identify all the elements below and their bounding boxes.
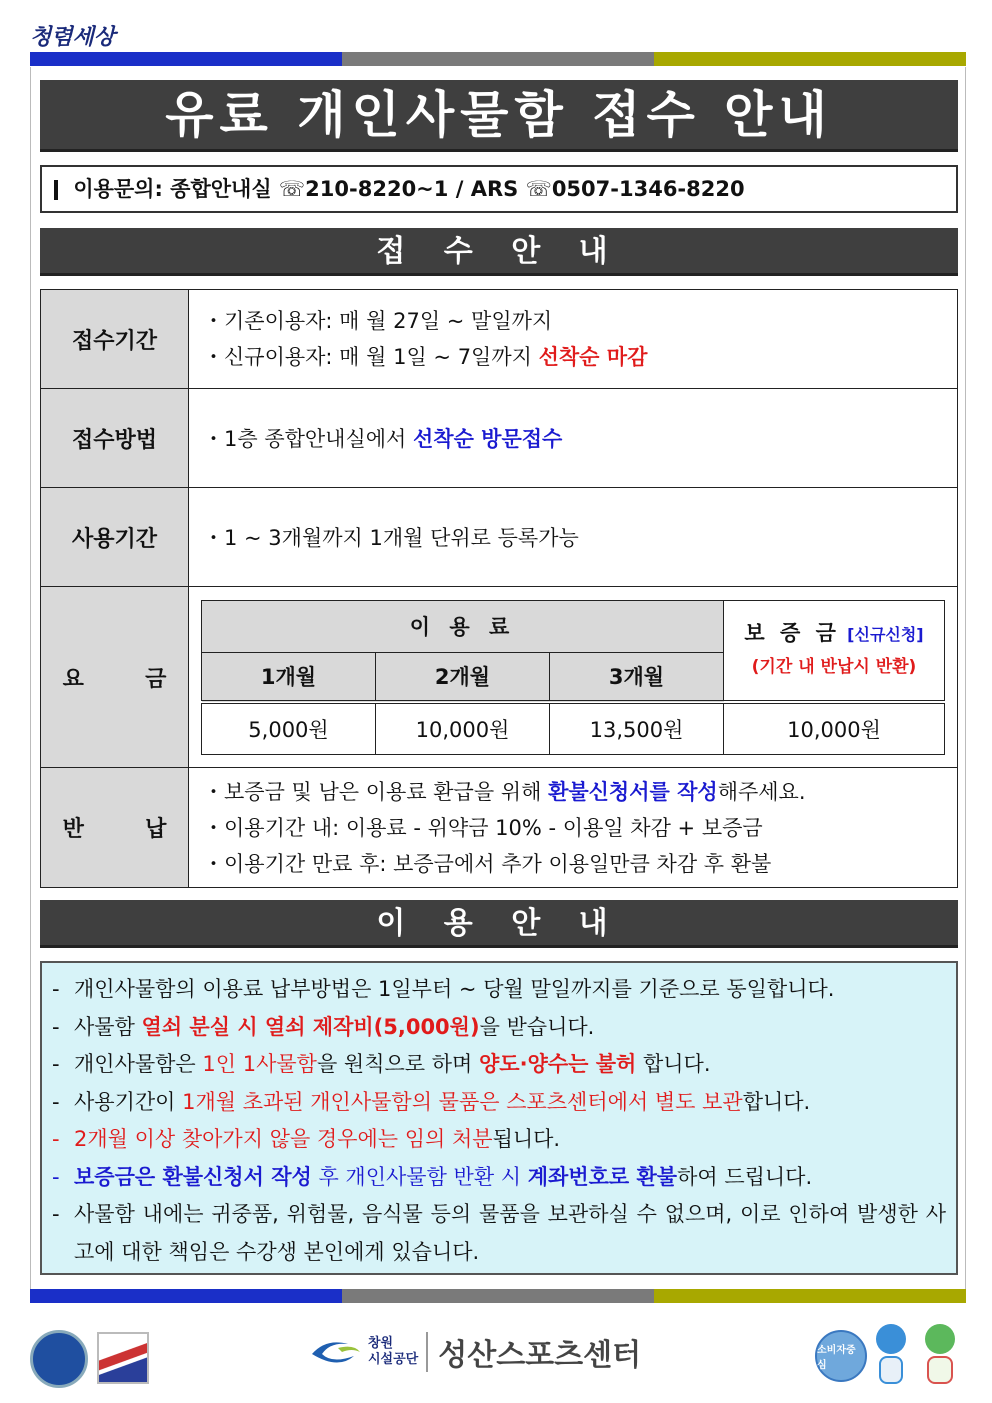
label-return: 반 납 (41, 768, 189, 888)
page-title: 유료 개인사물함 접수 안내 (40, 80, 958, 152)
ccm-seal-icon: 소비자중심 (815, 1330, 867, 1382)
mascot-blue-icon (873, 1324, 909, 1386)
row-fee (41, 587, 958, 768)
row-method (41, 389, 958, 488)
mascot-green-icon (920, 1324, 960, 1386)
row-return (41, 768, 958, 888)
label-usage-period: 사용기간 (41, 488, 189, 587)
label-fee: 요 금 (41, 587, 189, 768)
contact-box (40, 165, 958, 213)
contact-phone2: ☏0507-1346-8220 (525, 177, 745, 201)
contact-sep: / (455, 177, 464, 201)
contact-place: 종합안내실 (170, 177, 272, 201)
org-small-2: 시설공단 (368, 1352, 419, 1367)
center-name: 성산스포츠센터 (438, 1338, 642, 1373)
certification-mark-icon (97, 1332, 149, 1384)
center-logo (308, 1330, 641, 1374)
return-line-3: ・이용기간 만료 후: 보증금에서 추가 이용일만큼 차감 후 환불 (203, 851, 772, 876)
org-small-1: 창원 (368, 1336, 394, 1351)
period-existing: ・기존이용자: 매 월 27일 ~ 말일까지 (203, 309, 553, 333)
section-title-reception: 접 수 안 내 (40, 228, 958, 276)
usage-item-1: - 개인사물함의 이용료 납부방법은 1일부터 ~ 당월 말일까지를 기준으로 동일합니다. (52, 977, 835, 1001)
row-period (41, 290, 958, 389)
usage-item-3: - 개인사물함은 1인 1사물함을 원칙으로 하며 양도·양수는 불허 합니다. (52, 1052, 711, 1076)
fee-header: 이 용 료 (202, 600, 724, 652)
month-2: 2개월 (376, 652, 550, 702)
footer (0, 1318, 992, 1398)
human-rights-seal-icon (30, 1330, 88, 1388)
usage-item-7: - 사물함 내에는 귀중품, 위험물, 음식물 등의 물품을 보관하실 수 없으며, 이로 인하여 발생한 사고에 대한 책임은 수강생 본인에게 있습니다. (52, 1202, 946, 1264)
usage-box (40, 961, 958, 1275)
info-table (40, 289, 958, 888)
usage-period-text: ・1 ~ 3개월까지 1개월 단위로 등록가능 (189, 488, 958, 587)
row-usage-period (41, 488, 958, 587)
contact-ars: ARS (470, 177, 519, 201)
section-title-usage: 이 용 안 내 (40, 900, 958, 948)
top-logo: 청렴세상 (30, 24, 116, 50)
fee-table (201, 600, 945, 755)
bottom-stripe (30, 1289, 966, 1303)
usage-item-6: - 보증금은 환불신청서 작성 후 개인사물함 반환 시 계좌번호로 환불하여 드립니다. (52, 1164, 813, 1189)
usage-item-5: - 2개월 이상 찾아가지 않을 경우에는 임의 처분됩니다. (52, 1127, 561, 1151)
period-new: ・신규이용자: 매 월 1일 ~ 7일까지 선착순 마감 (203, 345, 648, 369)
price-1: 5,000원 (202, 702, 376, 754)
swoosh-logo-icon (308, 1334, 364, 1370)
usage-item-4: - 사용기간이 1개월 초과된 개인사물함의 물품은 스포츠센터에서 별도 보관합니다. (52, 1089, 811, 1114)
price-2: 10,000원 (376, 702, 550, 754)
month-3: 3개월 (550, 652, 724, 702)
top-stripe (30, 52, 966, 66)
return-line-1: ・보증금 및 남은 이용료 환급을 위해 환불신청서를 작성해주세요. (203, 779, 806, 804)
usage-item-2: - 사물함 열쇠 분실 시 열쇠 제작비(5,000원)을 받습니다. (52, 1014, 595, 1039)
method-text: ・1층 종합안내실에서 선착순 방문접수 (189, 389, 958, 488)
label-period: 접수기간 (41, 290, 189, 389)
contact-phone1: ☏210-8220~1 (278, 177, 449, 201)
month-1: 1개월 (202, 652, 376, 702)
contact-label: 이용문의: (73, 177, 163, 201)
label-method: 접수방법 (41, 389, 189, 488)
deposit-header: 보 증 금 [신규신청] (기간 내 반납시 반환) (724, 600, 945, 702)
return-line-2: ・이용기간 내: 이용료 - 위약금 10% - 이용일 차감 + 보증금 (203, 815, 763, 840)
deposit-value: 10,000원 (724, 702, 945, 754)
price-3: 13,500원 (550, 702, 724, 754)
